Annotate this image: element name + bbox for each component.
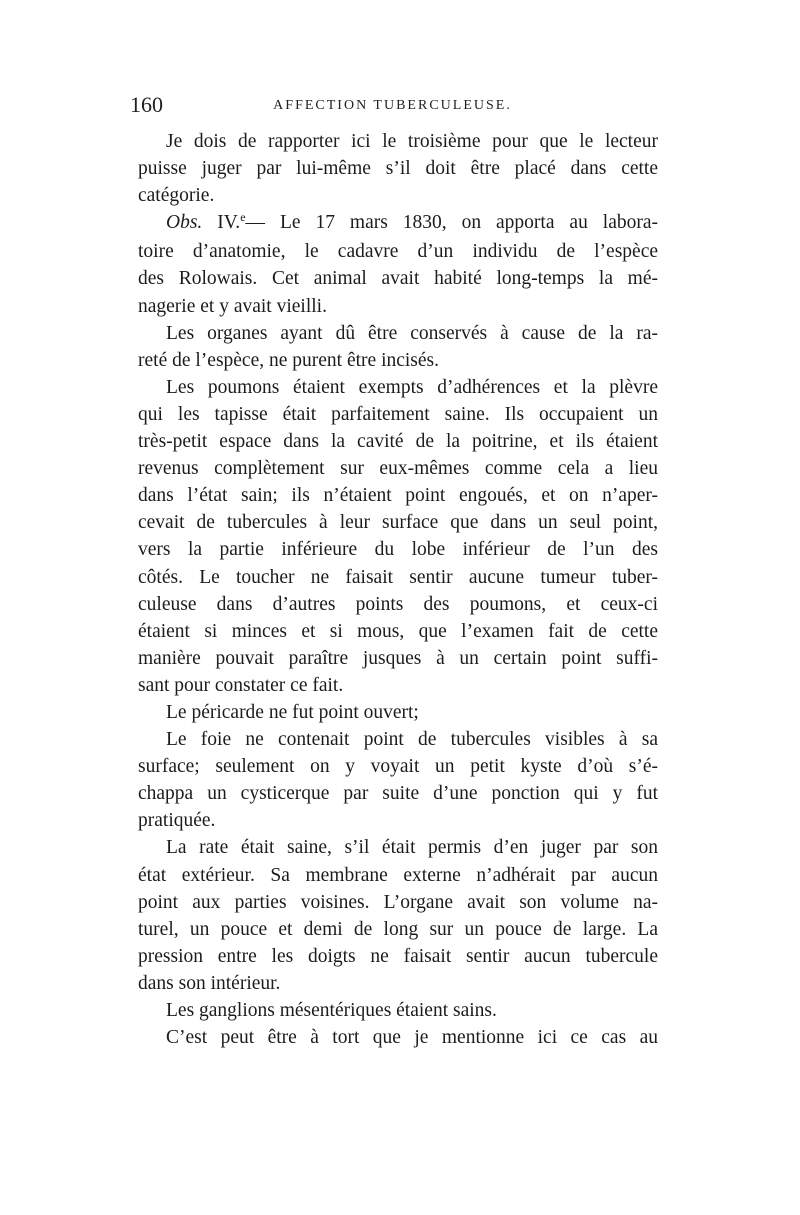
text-line: Les poumons étaient exempts d’adhérences et la plèvre bbox=[166, 376, 658, 398]
obs-superscript: e bbox=[240, 210, 246, 225]
text-line: chappa un cysticerque par suite d’une ponction qui y fut bbox=[138, 783, 658, 805]
text-line: dans son intérieur. bbox=[138, 972, 281, 994]
text-line: toire d’anatomie, le cadavre d’un individu de l’espèce bbox=[138, 241, 658, 263]
line-text: — Le 17 mars 1830, on apporta au labora- bbox=[245, 212, 658, 234]
text-line: Le foie ne contenait point de tubercules visibles à sa bbox=[166, 729, 658, 751]
text-line: pression entre les doigts ne faisait sentir aucun tubercule bbox=[138, 945, 658, 967]
text-line: pratiquée. bbox=[138, 810, 216, 832]
text-line: qui les tapisse était parfaitement saine. Ils occupaient un bbox=[138, 403, 658, 425]
text-line: culeuse dans d’autres points des poumons, et ceux-ci bbox=[138, 593, 658, 615]
text-line: côtés. Le toucher ne faisait sentir aucune tumeur tuber- bbox=[138, 566, 658, 588]
text-line: point aux parties voisines. L’organe avait son volume na- bbox=[138, 891, 658, 913]
text-line: surface; seulement on y voyait un petit kyste d’où s’é- bbox=[138, 756, 658, 778]
text-line: dans l’état sain; ils n’étaient point engoués, et on n’aper- bbox=[138, 485, 658, 507]
obs-number: IV. bbox=[217, 212, 241, 234]
text-line: reté de l’espèce, ne purent être incisés. bbox=[138, 349, 440, 371]
text-line: Les ganglions mésentériques étaient sains. bbox=[166, 1000, 497, 1021]
text-line: revenus complètement sur eux-mêmes comme cela a lieu bbox=[138, 458, 658, 480]
text-line: étaient si minces et si mous, que l’examen fait de cette bbox=[138, 620, 658, 642]
text-line: très-petit espace dans la cavité de la poitrine, et ils étaient bbox=[138, 431, 658, 453]
body-text bbox=[138, 128, 658, 1051]
text-line: Les organes ayant dû être conservés à cause de la ra- bbox=[166, 322, 658, 344]
text-line: cevait de tubercules à leur surface que dans un seul point, bbox=[138, 512, 658, 534]
text-line: turel, un pouce et demi de long sur un pouce de large. La bbox=[138, 918, 658, 940]
running-head: AFFECTION TUBERCULEUSE. bbox=[273, 98, 512, 113]
page-number: 160 bbox=[130, 92, 163, 117]
text-line: Le péricarde ne fut point ouvert; bbox=[166, 701, 419, 723]
text-line: Je dois de rapporter ici le troisième pour que le lecteur bbox=[166, 131, 658, 152]
text-line: nagerie et y avait vieilli. bbox=[138, 295, 327, 317]
text-line: C’est peut être à tort que je mentionne ici ce cas au bbox=[166, 1027, 658, 1049]
text-line: sant pour constater ce fait. bbox=[138, 674, 344, 696]
text-line: puisse juger par lui-même s’il doit être placé dans cette bbox=[138, 158, 658, 180]
page-header bbox=[130, 92, 655, 120]
text-line: catégorie. bbox=[138, 185, 215, 207]
obs-label: Obs. bbox=[166, 212, 203, 234]
text-line: état extérieur. Sa membrane externe n’adhérait par aucun bbox=[138, 864, 658, 886]
text-line: des Rolowais. Cet animal avait habité long-temps la mé- bbox=[138, 268, 658, 290]
text-line bbox=[138, 209, 658, 238]
text-line: manière pouvait paraître jusques à un certain point suffi- bbox=[138, 647, 658, 669]
text-line: La rate était saine, s’il était permis d’en juger par son bbox=[166, 837, 658, 859]
text-line: vers la partie inférieure du lobe inférieur de l’un des bbox=[138, 539, 658, 561]
